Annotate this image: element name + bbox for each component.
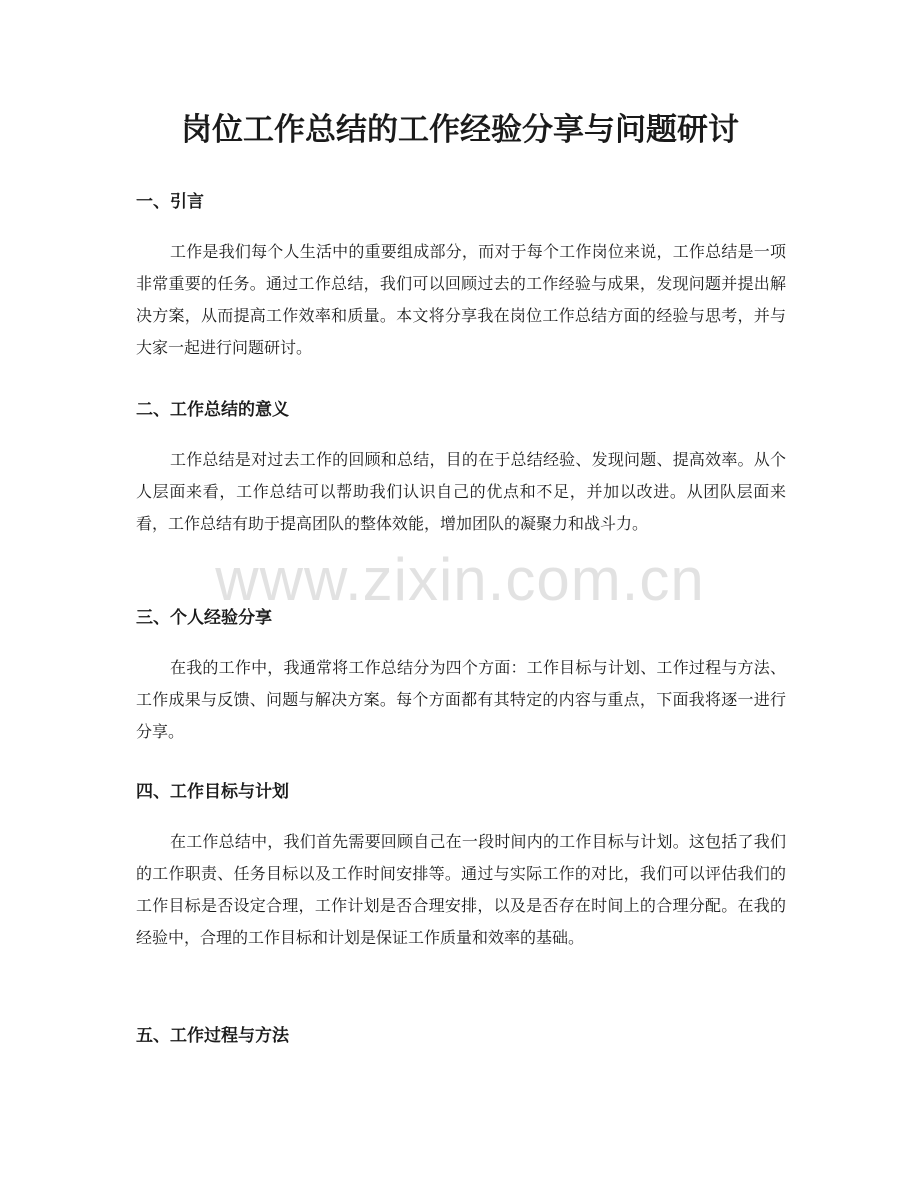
section-heading-personal-experience: 三、个人经验分享 [136,608,272,628]
section-heading-introduction: 一、引言 [136,192,204,212]
section-heading-significance: 二、工作总结的意义 [136,400,289,420]
section-paragraph-goals-and-plans: 在工作总结中，我们首先需要回顾自己在一段时间内的工作目标与计划。这包括了我们的工作职责、任务目标以及工作时间安排等。通过与实际工作的对比，我们可以评估我们的工作目标是否设定合理，工作计划是否合理安排，以及是否存在时间上的合理分配。在我的经验中，合理的工作目标和计划是保证工作质量和效率的基础。 [136,832,786,947]
section-paragraph-personal-experience: 在我的工作中，我通常将工作总结分为四个方面：工作目标与计划、工作过程与方法、工作成果与反馈、问题与解决方案。每个方面都有其特定的内容与重点，下面我将逐一进行分享。 [136,658,786,741]
watermark: www.zixin.com.cn [215,546,705,613]
section-paragraph-introduction: 工作是我们每个人生活中的重要组成部分，而对于每个工作岗位来说，工作总结是一项非常重要的任务。通过工作总结，我们可以回顾过去的工作经验与成果，发现问题并提出解决方案，从而提高工作效率和质量。本文将分享我在岗位工作总结方面的经验与思考，并与大家一起进行问题研讨。 [136,242,786,357]
document-title: 岗位工作总结的工作经验分享与问题研讨 [181,112,739,148]
section-heading-process-and-methods: 五、工作过程与方法 [136,1026,289,1046]
section-heading-goals-and-plans: 四、工作目标与计划 [136,782,289,802]
section-paragraph-significance: 工作总结是对过去工作的回顾和总结，目的在于总结经验、发现问题、提高效率。从个人层面来看，工作总结可以帮助我们认识自己的优点和不足，并加以改进。从团队层面来看，工作总结有助于提高团队的整体效能，增加团队的凝聚力和战斗力。 [136,450,786,533]
